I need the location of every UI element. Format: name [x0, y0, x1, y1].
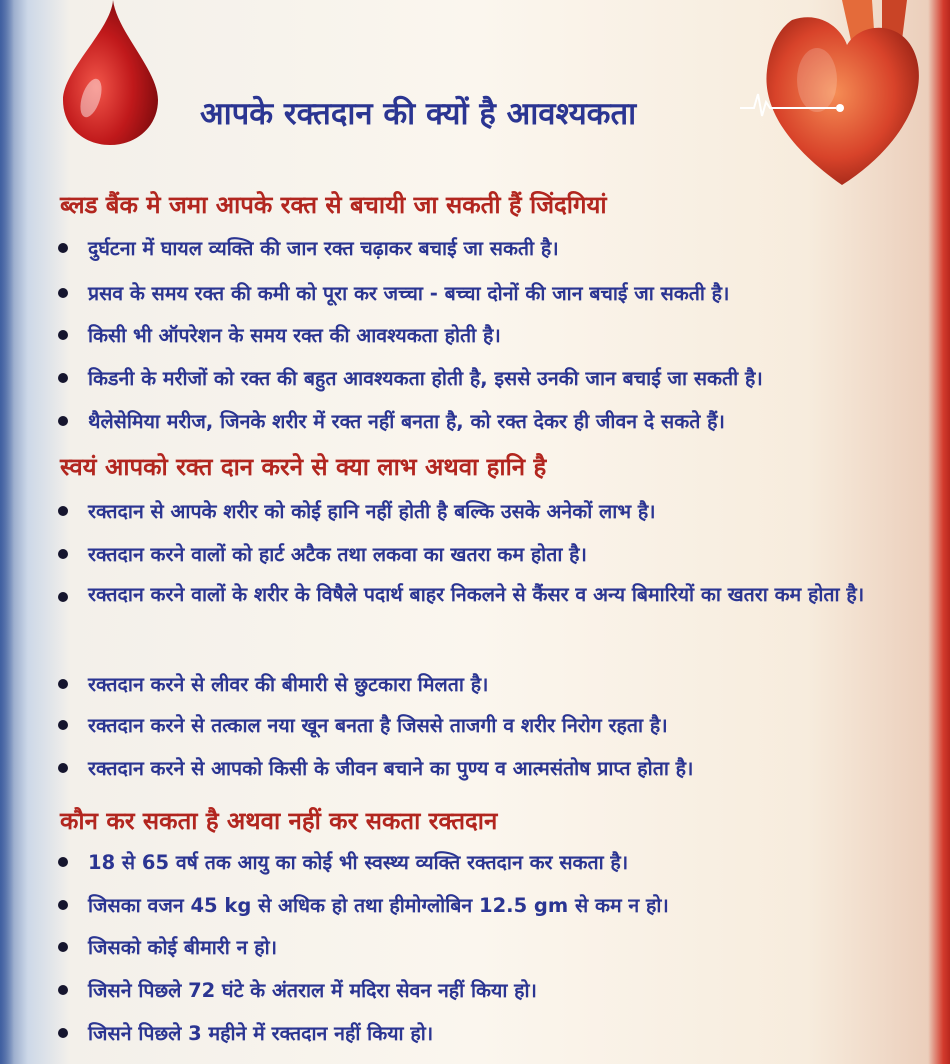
section-heading-benefits: स्वयं आपको रक्त दान करने से क्या लाभ अथवा हानि है — [60, 453, 547, 481]
bullet-icon — [58, 330, 68, 340]
section-heading-blood-bank: ब्लड बैंक मे जमा आपके रक्त से बचायी जा सकती हैं जिंदगियां — [60, 191, 607, 219]
blood-drop-icon — [55, 0, 165, 150]
bullet-icon — [58, 942, 68, 952]
left-border-decoration — [0, 0, 14, 1064]
bullet-icon — [58, 506, 68, 516]
bullet-icon — [58, 243, 68, 253]
bullet-icon — [58, 985, 68, 995]
bullet-icon — [58, 763, 68, 773]
bullet-icon — [58, 679, 68, 689]
bullet-icon — [58, 720, 68, 730]
bullet-icon — [58, 288, 68, 298]
header-top-partial-text — [260, 0, 700, 14]
bullet-icon — [58, 592, 68, 602]
page-title: आपके रक्तदान की क्यों है आवश्यकता — [200, 96, 637, 132]
bullet-icon — [58, 857, 68, 867]
bullet-icon — [58, 549, 68, 559]
bullet-icon — [58, 416, 68, 426]
bullet-icon — [58, 900, 68, 910]
bullet-icon — [58, 373, 68, 383]
bullet-icon — [58, 1028, 68, 1038]
section-heading-eligibility: कौन कर सकता है अथवा नहीं कर सकता रक्तदान — [60, 807, 498, 835]
